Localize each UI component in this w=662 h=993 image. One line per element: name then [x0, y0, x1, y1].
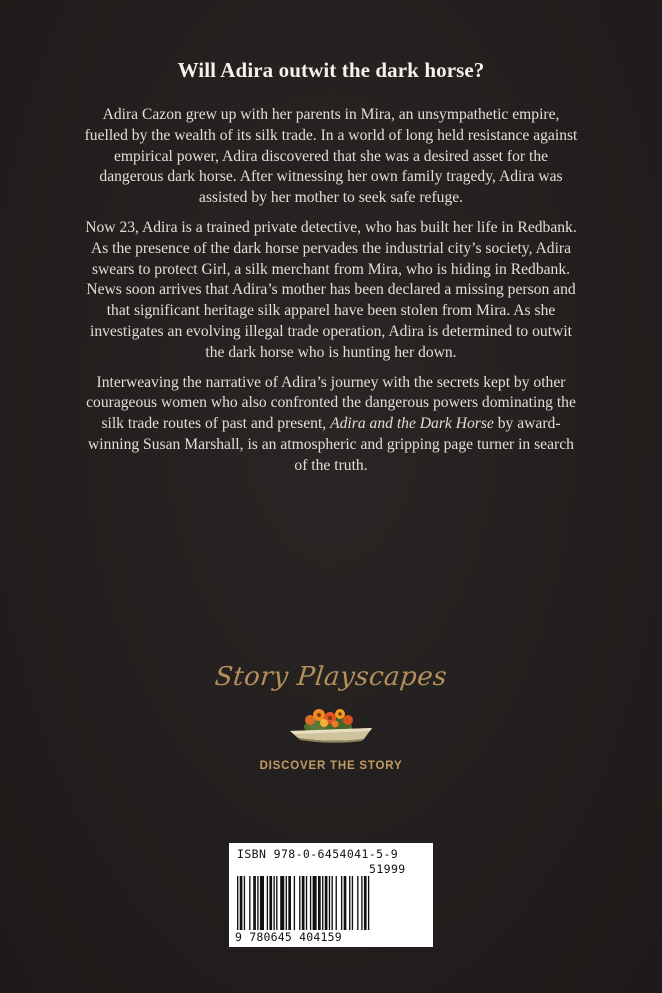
blurb-paragraph-2: Now 23, Adira is a trained private detective, who has built her life in Redbank. As the presence of the dark horse pervades the industrial city’s society, Adira swears to protect Girl, a silk merchant from Mira, who is hiding in Redbank. News soon arrives that Adira’s mother has been declared a missing person and that significant heritage silk apparel have been stolen from Mira. As she investigates an evolving illegal trade operation, Adira is determined to outwit the dark horse who is hunting her down. — [85, 218, 577, 361]
blurb-paragraph-3 — [80, 373, 582, 477]
blurb — [80, 105, 582, 486]
boat-with-flowers-icon — [288, 705, 376, 747]
price-code: 51999 — [369, 862, 406, 876]
isbn-number: ISBN 978-0-6454041-5-9 — [237, 847, 399, 861]
isbn-barcode — [229, 843, 433, 947]
publisher-name: Story Playscapes — [213, 662, 449, 692]
blurb-paragraph-1: Adira Cazon grew up with her parents in Mira, an unsympathetic empire, fuelled by the wealth of its silk trade. In a world of long held resistance against empirical power, Adira discovered that she was a desired asset for the dangerous dark horse. After witnessing her own family tragedy, Adira was assisted by her mother to seek safe refuge. — [84, 106, 578, 207]
book-title: Adira and the Dark Horse — [330, 415, 494, 433]
ean-digits: 9 780645 404159 — [235, 930, 342, 944]
blurb-paragraph-3-lead: Interweaving the narrative of Adira’s journey with the secrets kept by other courageous women who also confronted the dangerous powers dominating the silk trade routes of past and present, — [86, 373, 576, 433]
publisher-tagline: DISCOVER THE STORY — [259, 760, 403, 772]
blurb-paragraph-3-tail: by award-winning Susan Marshall, is an atmospheric and gripping page turner in search of the truth. — [88, 415, 574, 474]
barcode-bars — [237, 876, 425, 932]
headline: Will Adira outwit the dark horse? — [177, 58, 485, 82]
